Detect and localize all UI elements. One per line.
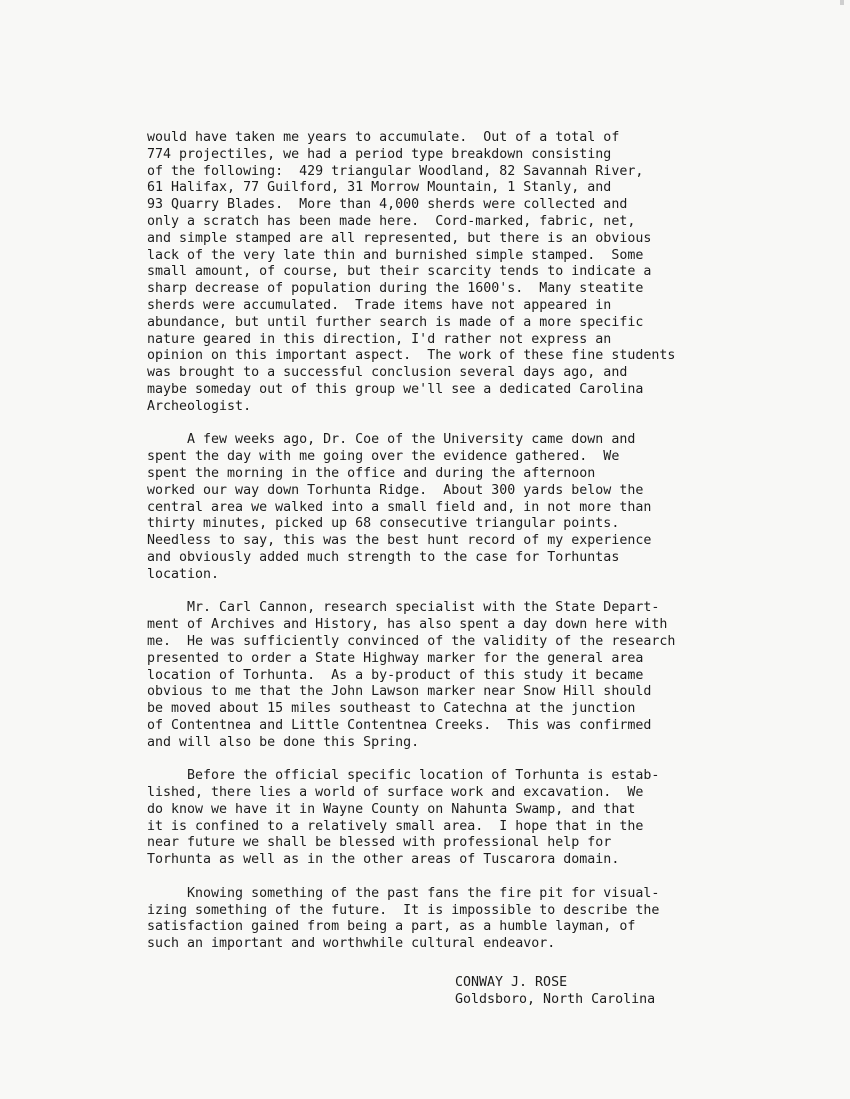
text-line: do know we have it in Wayne County on Nahunta Swamp, and that bbox=[147, 801, 636, 817]
text-line: Archeologist. bbox=[147, 398, 252, 414]
text-line: was brought to a successful conclusion several days ago, and bbox=[147, 365, 628, 381]
text-line: nature geared in this direction, I'd rather not express an bbox=[147, 331, 612, 347]
text-line: small amount, of course, but their scarcity tends to indicate a bbox=[147, 264, 652, 280]
text-line: 61 Halifax, 77 Guilford, 31 Morrow Mountain, 1 Stanly, and bbox=[147, 180, 612, 196]
text-line: presented to order a State Highway marker for the general area bbox=[147, 650, 644, 666]
signature-block bbox=[455, 974, 655, 1008]
text-line: sherds were accumulated. Trade items have not appeared in bbox=[147, 297, 612, 313]
text-line: spent the day with me going over the evidence gathered. We bbox=[147, 449, 620, 465]
text-line: of Contentnea and Little Contentnea Creeks. This was confirmed bbox=[147, 717, 652, 733]
text-line: satisfaction gained from being a part, as a humble layman, of bbox=[147, 919, 636, 935]
text-line: lack of the very late thin and burnished simple stamped. Some bbox=[147, 247, 644, 263]
text-line: and simple stamped are all represented, but there is an obvious bbox=[147, 230, 652, 246]
text-line: Before the official specific location of Torhunta is estab- bbox=[147, 768, 660, 784]
text-line: it is confined to a relatively small area. I hope that in the bbox=[147, 818, 644, 834]
text-line: worked our way down Torhunta Ridge. About 300 yards below the bbox=[147, 482, 644, 498]
text-line: and will also be done this Spring. bbox=[147, 734, 420, 750]
letter-body bbox=[147, 130, 707, 970]
text-line: Mr. Carl Cannon, research specialist with the State Depart- bbox=[147, 600, 660, 616]
text-line: Knowing something of the past fans the fire pit for visual- bbox=[147, 885, 660, 901]
text-line: A few weeks ago, Dr. Coe of the University came down and bbox=[147, 432, 636, 448]
text-line: maybe someday out of this group we'll see a dedicated Carolina bbox=[147, 381, 644, 397]
paragraph-1 bbox=[147, 130, 707, 416]
text-line: near future we shall be blessed with professional help for bbox=[147, 835, 612, 851]
scan-mark bbox=[840, 0, 844, 5]
text-line: sharp decrease of population during the 1600's. Many steatite bbox=[147, 281, 644, 297]
text-line: 774 projectiles, we had a period type breakdown consisting bbox=[147, 146, 612, 162]
text-line: lished, there lies a world of surface work and excavation. We bbox=[147, 785, 644, 801]
text-line: location of Torhunta. As a by-product of this study it became bbox=[147, 667, 644, 683]
paragraph-3 bbox=[147, 600, 707, 751]
text-line: only a scratch has been made here. Cord-marked, fabric, net, bbox=[147, 213, 636, 229]
text-line: obvious to me that the John Lawson marker near Snow Hill should bbox=[147, 684, 652, 700]
text-line: location. bbox=[147, 566, 220, 582]
text-line: 93 Quarry Blades. More than 4,000 sherds were collected and bbox=[147, 197, 628, 213]
text-line: be moved about 15 miles southeast to Catechna at the junction bbox=[147, 701, 636, 717]
text-line: central area we walked into a small field and, in not more than bbox=[147, 499, 652, 515]
text-line: spent the morning in the office and during the afternoon bbox=[147, 465, 596, 481]
text-line: and obviously added much strength to the case for Torhuntas bbox=[147, 549, 620, 565]
paragraph-5 bbox=[147, 886, 707, 953]
text-line: of the following: 429 triangular Woodland, 82 Savannah River, bbox=[147, 163, 644, 179]
text-line: abundance, but until further search is made of a more specific bbox=[147, 314, 644, 330]
text-line: Needless to say, this was the best hunt record of my experience bbox=[147, 533, 652, 549]
text-line: izing something of the future. It is impossible to describe the bbox=[147, 902, 660, 918]
text-line: would have taken me years to accumulate. Out of a total of bbox=[147, 130, 620, 145]
text-line: Torhunta as well as in the other areas of Tuscarora domain. bbox=[147, 852, 620, 868]
text-line: opinion on this important aspect. The work of these fine students bbox=[147, 348, 676, 364]
text-line: ment of Archives and History, has also spent a day down here with bbox=[147, 617, 668, 633]
signature-name: CONWAY J. ROSE bbox=[455, 975, 568, 990]
paragraph-4 bbox=[147, 768, 707, 869]
text-line: me. He was sufficiently convinced of the validity of the research bbox=[147, 633, 676, 649]
text-line: such an important and worthwhile cultural endeavor. bbox=[147, 936, 556, 952]
signature-location: Goldsboro, North Carolina bbox=[455, 992, 656, 1007]
text-line: thirty minutes, picked up 68 consecutive triangular points. bbox=[147, 516, 620, 532]
paragraph-2 bbox=[147, 432, 707, 583]
